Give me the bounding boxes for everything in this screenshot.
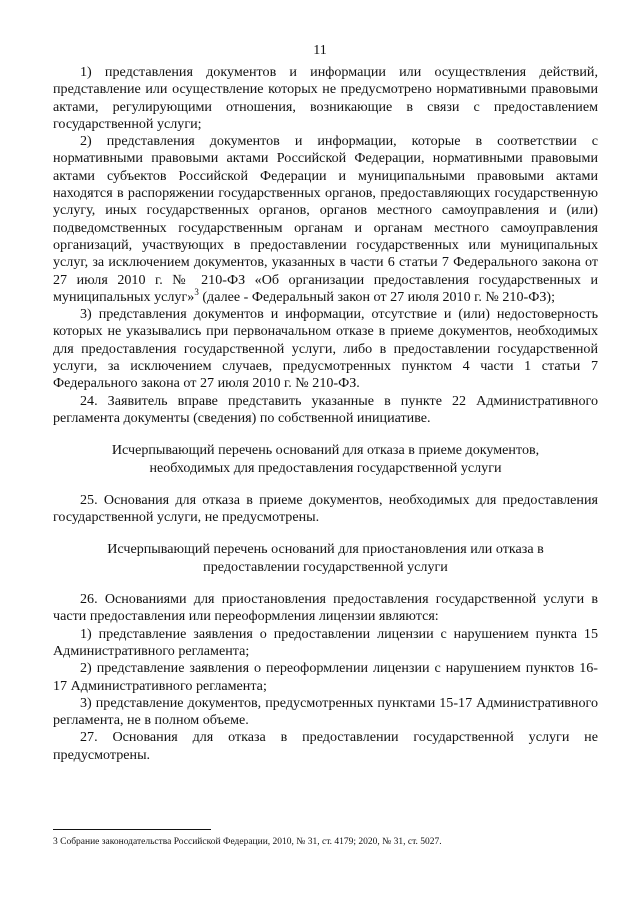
paragraph-26-item-2: 2) представление заявления о переоформлении лицензии с нарушением пунктов 16-17 Административного регламента; — [53, 660, 598, 694]
footnote-separator — [53, 829, 211, 830]
paragraph-25: 25. Основания для отказа в приеме документов, необходимых для предоставления государственной услуги, не предусмотрены. — [53, 491, 598, 526]
list-item-3: 3) представления документов и информации, отсутствие и (или) недостоверность которых не указывались при первоначальном отказе в приеме документов, необходимых для предоставления государственной услуги, либо в предоставлении государственной услуги, за исключением случаев, предусмотренных пунктом 4 части 1 статьи 7 Федерального закона от 27 июля 2010 г. № 210-ФЗ. — [53, 306, 598, 392]
footnote: 3 Собрание законодательства Российской Федерации, 2010, № 31, ст. 4179; 2020, № 31, ст. 5027. — [53, 837, 442, 847]
section-heading-suspension: Исчерпывающий перечень оснований для приостановления или отказа в предоставлении государственной услуги — [107, 541, 544, 575]
list-item-2-tail: (далее - Федеральный закон от 27 июля 2010 г. № 210-ФЗ); — [198, 288, 556, 305]
section-heading-refusal-acceptance: Исчерпывающий перечень оснований для отказа в приеме документов, необходимых для предоставления государственной услуги — [111, 442, 540, 476]
document-body — [53, 64, 598, 764]
paragraph-27: 27. Основания для отказа в предоставлении государственной услуги не предусмотрены. — [53, 729, 598, 763]
list-item-2-text: 2) представления документов и информации, которые в соответствии с нормативными правовыми актами Российской Федерации, нормативными правовыми актами субъектов Российской Федерации и муниципальными правовыми актами находятся в распоряжении государственных органов, предоставляющих государственную услугу, иных государственных органов, органов местного самоуправления и (или) подведомственных государственным органам и органам местного самоуправления организаций, участвующих в предоставлении государственных или муниципальных услуг, за исключением документов, указанных в части 6 статьи 7 Федерального закона от 27 июля 2010 г. № 210-ФЗ «Об организации предоставления государственных и муниципальных услуг» — [53, 133, 598, 305]
footnote-ref: 3 — [194, 286, 199, 297]
list-item-2 — [53, 133, 598, 306]
page-number: 11 — [313, 43, 327, 58]
paragraph-26-item-3: 3) представление документов, предусмотренных пунктами 15-17 Административного регламента, не в полном объеме. — [53, 694, 598, 729]
list-item-1: 1) представления документов и информации или осуществления действий, представление или осуществление которых не предусмотрено нормативными правовыми актами, регулирующими отношения, возникающие в связи с предоставлением государственной услуги; — [53, 64, 598, 132]
paragraph-24: 24. Заявитель вправе представить указанные в пункте 22 Административного регламента документы (сведения) по собственной инициативе. — [53, 392, 598, 426]
paragraph-26: 26. Основаниями для приостановления предоставления государственной услуги в части предоставления или переоформления лицензии являются: — [53, 591, 598, 625]
paragraph-26-item-1: 1) представление заявления о предоставлении лицензии с нарушением пункта 15 Административного регламента; — [53, 625, 598, 659]
